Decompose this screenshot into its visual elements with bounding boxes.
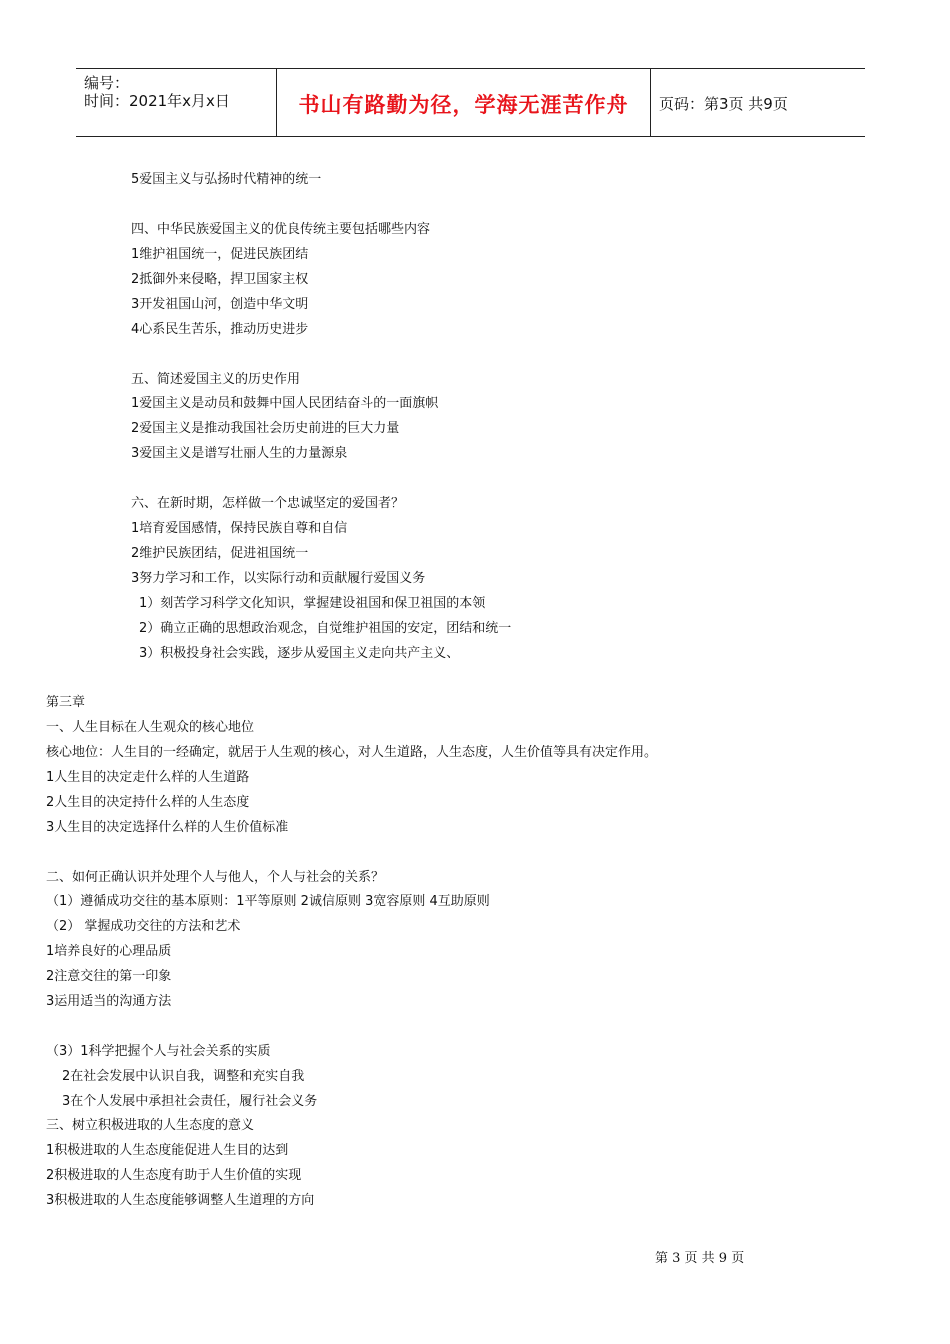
- section-heading: 四、中华民族爱国主义的优良传统主要包括哪些内容: [131, 222, 431, 237]
- page-footer: 第 3 页 共 9 页: [655, 1251, 745, 1266]
- text-line: 2爱国主义是推动我国社会历史前进的巨大力量: [131, 421, 400, 436]
- text-line: 核心地位：人生目的一经确定，就居于人生观的核心，对人生道路，人生态度，人生价值等具有决定作用。: [46, 745, 658, 760]
- text-line: 3爱国主义是谱写壮丽人生的力量源泉: [131, 446, 348, 461]
- header-motto-cell: [277, 69, 651, 136]
- text-line: 2在社会发展中认识自我，调整和充实自我: [62, 1069, 305, 1084]
- text-line: 1爱国主义是动员和鼓舞中国人民团结奋斗的一面旗帜: [131, 396, 439, 411]
- section-heading: 二、如何正确认识并处理个人与他人，个人与社会的关系？: [46, 870, 385, 885]
- text-line: 2积极进取的人生态度有助于人生价值的实现: [46, 1168, 302, 1183]
- text-line: 3在个人发展中承担社会责任，履行社会义务: [62, 1094, 318, 1109]
- motto: 书山有路勤为径，学海无涯苦作舟: [298, 93, 629, 117]
- text-line: 1人生目的决定走什么样的人生道路: [46, 770, 250, 785]
- section-heading: 一、人生目标在人生观众的核心地位: [46, 720, 255, 735]
- number-label: 编号：: [84, 74, 130, 92]
- text-line: 3积极进取的人生态度能够调整人生道理的方向: [46, 1193, 315, 1208]
- section-heading: 三、树立积极进取的人生态度的意义: [46, 1118, 255, 1133]
- section-heading: 五、简述爱国主义的历史作用: [131, 372, 301, 387]
- text-line: 3开发祖国山河，创造中华文明: [131, 297, 309, 312]
- text-line: 2）确立正确的思想政治观念，自觉维护祖国的安定，团结和统一: [139, 621, 512, 636]
- text-line: （3）1科学把握个人与社会关系的实质: [46, 1044, 271, 1059]
- text-line: 2人生目的决定持什么样的人生态度: [46, 795, 250, 810]
- text-line: 1）刻苦学习科学文化知识，掌握建设祖国和保卫祖国的本领: [139, 596, 486, 611]
- text-line: 1积极进取的人生态度能促进人生目的达到: [46, 1143, 289, 1158]
- text-line: 3）积极投身社会实践，逐步从爱国主义走向共产主义、: [139, 646, 460, 661]
- section-heading: 六、在新时期，怎样做一个忠诚坚定的爱国者？: [131, 496, 405, 511]
- text-line: 1维护祖国统一，促进民族团结: [131, 247, 309, 262]
- header-meta-cell: [76, 69, 277, 136]
- text-line: 3运用适当的沟通方法: [46, 994, 172, 1009]
- text-line: 4心系民生苦乐，推动历史进步: [131, 322, 309, 337]
- page-code: 页码：第3页 共9页: [659, 95, 788, 113]
- time-label: 时间：2021年x月x日: [84, 92, 230, 110]
- text-line: 2抵御外来侵略，捍卫国家主权: [131, 272, 309, 287]
- page-header: [76, 68, 865, 137]
- header-page-cell: [651, 69, 865, 136]
- text-line: （2） 掌握成功交往的方法和艺术: [46, 919, 241, 934]
- text-line: 2维护民族团结，促进祖国统一: [131, 546, 309, 561]
- text-line: 3人生目的决定选择什么样的人生价值标准: [46, 820, 289, 835]
- text-line: 3努力学习和工作，以实际行动和贡献履行爱国义务: [131, 571, 426, 586]
- text-line: 5爱国主义与弘扬时代精神的统一: [131, 172, 322, 187]
- text-line: （1）遵循成功交往的基本原则：1平等原则 2诚信原则 3宽容原则 4互助原则: [46, 894, 490, 909]
- text-line: 1培养良好的心理品质: [46, 944, 172, 959]
- text-line: 2注意交往的第一印象: [46, 969, 172, 984]
- chapter-heading: 第三章: [46, 695, 86, 710]
- text-line: 1培育爱国感情，保持民族自尊和自信: [131, 521, 348, 536]
